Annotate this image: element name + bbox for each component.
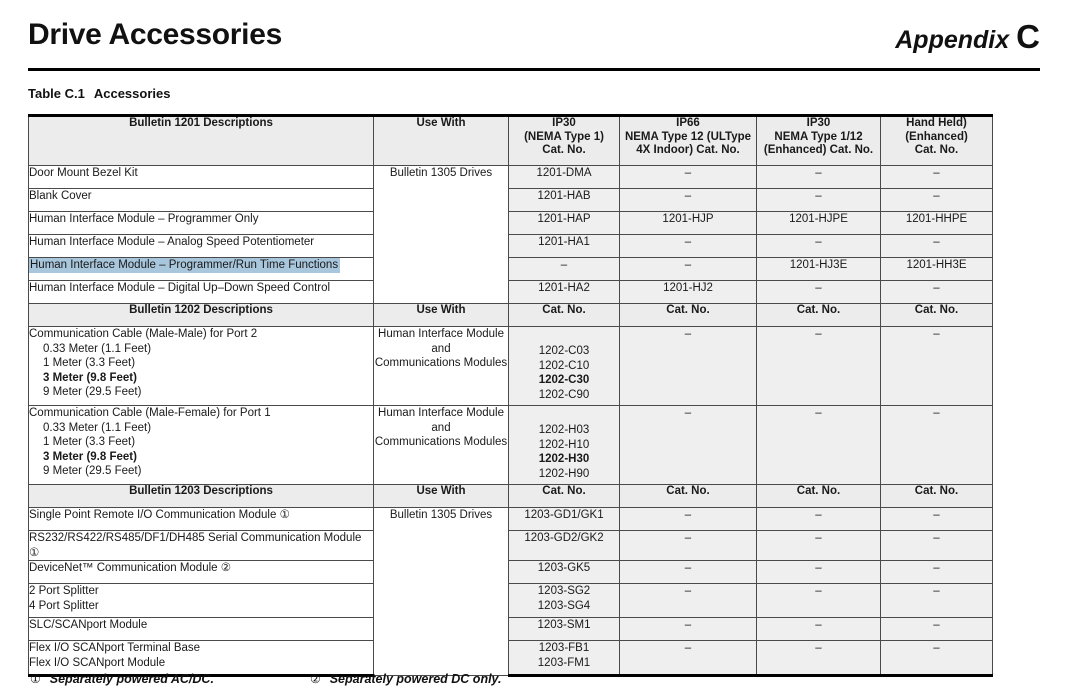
use-with-line: Communications Modules [374, 357, 508, 369]
cat-no-2: – [620, 235, 757, 258]
footnotes [30, 672, 990, 686]
cat-no-4: – [881, 166, 993, 189]
cat-no-1: – [509, 258, 620, 281]
cat-no-1 [509, 641, 620, 676]
col-header-line-3: (Enhanced) Cat. No. [763, 144, 874, 156]
col-header-ip66-nema12 [620, 116, 757, 166]
cat-no-2: – [620, 618, 757, 641]
use-with-line: Human Interface Module [378, 407, 504, 419]
cat-no-3: – [757, 508, 881, 531]
cable-title: Communication Cable (Male-Male) for Port 2 [29, 328, 258, 340]
cat-no-2: 1201-HJ2 [620, 281, 757, 304]
cat-no-2: – [620, 508, 757, 531]
cat-line: 1202-H03 [538, 424, 590, 436]
table-caption-text: Accessories [93, 86, 171, 101]
desc-line: Flex I/O SCANport Module [29, 656, 166, 669]
section-header-1202: Bulletin 1202 Descriptions [29, 304, 374, 327]
row-description: Single Point Remote I/O Communication Module ① [29, 508, 374, 531]
cable-length: 3 Meter (9.8 Feet) [43, 450, 137, 463]
cat-no-4: – [881, 281, 993, 304]
col-header-descriptions: Bulletin 1201 Descriptions [29, 116, 374, 166]
col-header-hand-held [881, 116, 993, 166]
use-with-line: Human Interface Module [378, 328, 504, 340]
table-row [29, 561, 993, 584]
cat-no-4: 1201-HH3E [881, 258, 993, 281]
cat-no-1: 1201-HAB [509, 189, 620, 212]
cat-no-1 [509, 584, 620, 618]
table-row [29, 584, 993, 618]
section-header-row-1202 [29, 304, 993, 327]
accessories-table-wrapper [28, 114, 992, 677]
table-body [29, 116, 993, 676]
footnote-text-1: Separately powered AC/DC. [49, 672, 214, 686]
row-description [29, 327, 374, 406]
cat-line: 1203-SG2 [537, 585, 591, 597]
use-with-line: and [431, 342, 451, 355]
row-description [29, 584, 374, 618]
col-header-line-1: Hand Held) [906, 117, 967, 129]
cable-length: 1 Meter (3.3 Feet) [43, 436, 136, 448]
col-header-line-3: 4X Indoor) Cat. No. [636, 144, 740, 156]
appendix-label [895, 20, 1040, 55]
table-row [29, 281, 993, 304]
cable-length: 1 Meter (3.3 Feet) [43, 357, 136, 369]
col-header-line-2: (NEMA Type 1) [524, 130, 604, 143]
cat-no-4: 1201-HHPE [881, 212, 993, 235]
section-header-cat-2: Cat. No. [620, 304, 757, 327]
cat-line: 1203-FM1 [537, 656, 591, 669]
page-title: Drive Accessories [28, 18, 282, 51]
row-description: SLC/SCANport Module [29, 618, 374, 641]
cat-no-1: 1201-HA1 [509, 235, 620, 258]
section-header-cat-4: Cat. No. [881, 485, 993, 508]
col-header-line-3: Cat. No. [914, 144, 959, 156]
cat-no-2: – [620, 584, 757, 618]
section-header-cat-1: Cat. No. [509, 485, 620, 508]
cat-no-4: – [881, 189, 993, 212]
section-header-1203: Bulletin 1203 Descriptions [29, 485, 374, 508]
cat-line: 1202-C03 [538, 345, 590, 357]
cat-no-2: – [620, 189, 757, 212]
cat-no-1: 1201-HAP [509, 212, 620, 235]
cat-no-2: – [620, 641, 757, 676]
cat-line: 1202-H90 [538, 467, 590, 480]
table-row [29, 189, 993, 212]
table-row [29, 406, 993, 485]
use-with-1202 [374, 327, 509, 406]
cat-no-1: 1203-GK5 [509, 561, 620, 584]
section-header-cat-3: Cat. No. [757, 485, 881, 508]
cat-no-2: – [620, 561, 757, 584]
cat-no-4: – [881, 235, 993, 258]
cable-title: Communication Cable (Male-Female) for Port 1 [29, 407, 271, 419]
row-description [29, 406, 374, 485]
cat-no-3: 1201-HJ3E [757, 258, 881, 281]
cat-no-4: – [881, 508, 993, 531]
cat-no-1 [509, 406, 620, 485]
section-header-row-1203 [29, 485, 993, 508]
use-with-1202 [374, 406, 509, 485]
footnote-marker-2: ② [309, 672, 321, 686]
cat-no-2: – [620, 327, 757, 406]
cat-no-2: – [620, 258, 757, 281]
table-row [29, 508, 993, 531]
table-row [29, 641, 993, 676]
table-caption [28, 86, 170, 101]
table-row [29, 235, 993, 258]
cat-no-2: – [620, 406, 757, 485]
col-header-line-3: Cat. No. [542, 144, 586, 156]
table-row-selected [29, 258, 993, 281]
col-header-use-with: Use With [374, 116, 509, 166]
cat-line: 1202-H30 [538, 453, 590, 465]
cat-no-3: – [757, 561, 881, 584]
table-row [29, 531, 993, 561]
section-header-cat-4: Cat. No. [881, 304, 993, 327]
cable-length: 0.33 Meter (1.1 Feet) [43, 342, 152, 355]
cat-no-1: 1203-GD2/GK2 [509, 531, 620, 561]
cat-no-3: – [757, 281, 881, 304]
cat-no-4: – [881, 641, 993, 676]
cat-no-1: 1201-HA2 [509, 281, 620, 304]
col-header-line-2: NEMA Type 12 (ULType [624, 130, 752, 143]
col-header-line-2: (Enhanced) [905, 130, 968, 143]
cat-line: 1203-FB1 [538, 642, 590, 654]
row-description: DeviceNet™ Communication Module ② [29, 561, 374, 584]
row-description: Human Interface Module – Programmer Only [29, 212, 374, 235]
footnote-text-2: Separately powered DC only. [329, 672, 502, 686]
desc-line: 4 Port Splitter [29, 599, 99, 612]
row-description: Door Mount Bezel Kit [29, 166, 374, 189]
cat-no-3: – [757, 584, 881, 618]
cat-no-1: 1201-DMA [509, 166, 620, 189]
cat-line: 1203-SG4 [537, 599, 591, 612]
appendix-word: Appendix [895, 26, 1010, 54]
col-header-ip30-nema112 [757, 116, 881, 166]
header-rule [28, 68, 1040, 71]
row-description [29, 641, 374, 676]
cable-length: 9 Meter (29.5 Feet) [43, 386, 142, 398]
cat-no-3: – [757, 235, 881, 258]
cat-line: 1202-C10 [538, 359, 590, 372]
cat-no-3: – [757, 531, 881, 561]
table-row [29, 618, 993, 641]
appendix-letter: C [1016, 18, 1040, 55]
cat-no-2: 1201-HJP [620, 212, 757, 235]
cable-length: 3 Meter (9.8 Feet) [43, 371, 137, 384]
cat-no-2: – [620, 166, 757, 189]
footnote-marker-1: ① [30, 672, 41, 686]
cat-no-3: 1201-HJPE [757, 212, 881, 235]
section-header-cat-3: Cat. No. [757, 304, 881, 327]
use-with-1201: Bulletin 1305 Drives [374, 166, 509, 304]
cat-no-3: – [757, 406, 881, 485]
section-header-cat-2: Cat. No. [620, 485, 757, 508]
cat-no-4: – [881, 584, 993, 618]
col-header-line-1: IP30 [552, 117, 576, 129]
desc-line: 2 Port Splitter [29, 585, 99, 597]
cat-no-3: – [757, 189, 881, 212]
col-header-line-1: IP66 [676, 117, 700, 129]
table-caption-number: Table C.1 [28, 86, 85, 101]
section-header-cat-1: Cat. No. [509, 304, 620, 327]
footnote-1 [30, 672, 214, 686]
cat-no-4: – [881, 561, 993, 584]
cat-line: 1202-H10 [538, 438, 590, 451]
row-description-highlighted [29, 258, 374, 281]
cable-length: 0.33 Meter (1.1 Feet) [43, 421, 152, 434]
cat-line: 1202-C90 [538, 388, 590, 401]
use-with-line: and [431, 421, 451, 434]
use-with-line: Communications Modules [374, 436, 508, 448]
page-header [28, 16, 1040, 70]
cat-no-2: – [620, 531, 757, 561]
accessories-table [28, 114, 993, 677]
table-header-row [29, 116, 993, 166]
row-description: Human Interface Module – Analog Speed Potentiometer [29, 235, 374, 258]
col-header-line-2: NEMA Type 1/12 [774, 130, 863, 143]
col-header-line-1: IP30 [806, 117, 831, 129]
cat-no-1: 1203-GD1/GK1 [509, 508, 620, 531]
cat-no-1: 1203-SM1 [509, 618, 620, 641]
col-header-ip30-nema1 [509, 116, 620, 166]
cat-no-4: – [881, 327, 993, 406]
use-with-1203: Bulletin 1305 Drives [374, 508, 509, 676]
cat-no-1 [509, 327, 620, 406]
section-header-use-with: Use With [374, 304, 509, 327]
cat-no-4: – [881, 618, 993, 641]
cat-line: 1202-C30 [538, 374, 590, 386]
cat-no-4: – [881, 531, 993, 561]
row-description: Human Interface Module – Digital Up–Down Speed Control [29, 281, 374, 304]
footnote-2 [310, 672, 502, 686]
table-row [29, 166, 993, 189]
row-description: RS232/RS422/RS485/DF1/DH485 Serial Communication Module ① [29, 531, 374, 561]
row-description: Blank Cover [29, 189, 374, 212]
section-header-use-with: Use With [374, 485, 509, 508]
cat-no-4: – [881, 406, 993, 485]
cat-no-3: – [757, 166, 881, 189]
table-row [29, 327, 993, 406]
cat-no-3: – [757, 618, 881, 641]
cable-length: 9 Meter (29.5 Feet) [43, 465, 142, 477]
table-row [29, 212, 993, 235]
cat-no-3: – [757, 327, 881, 406]
cat-no-3: – [757, 641, 881, 676]
selection-highlight: Human Interface Module – Programmer/Run Time Functions [30, 259, 339, 271]
desc-line: Flex I/O SCANport Terminal Base [29, 642, 201, 654]
